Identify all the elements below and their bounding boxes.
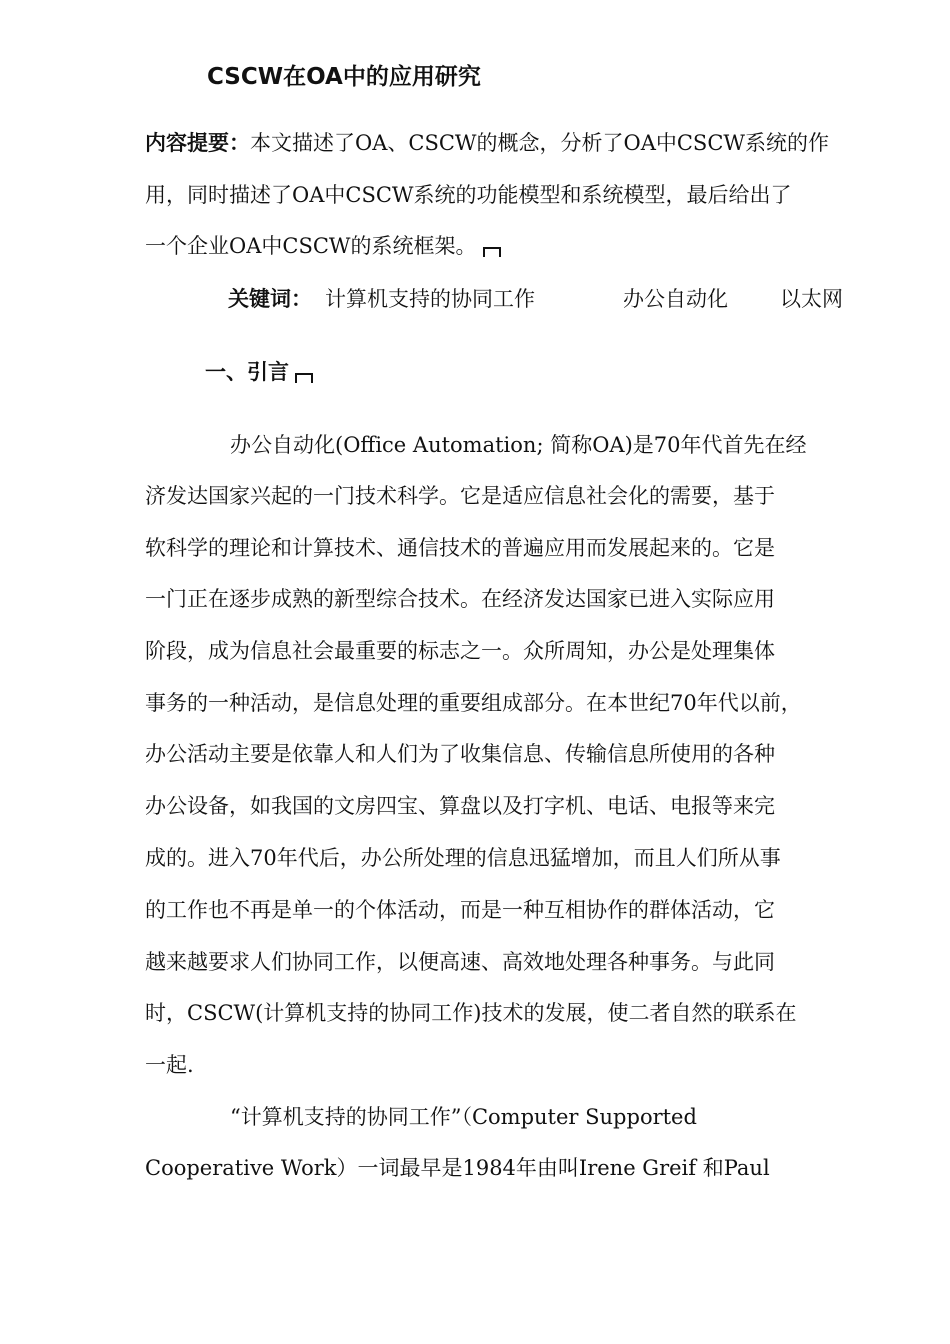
paragraph-line: 时，CSCW(计算机支持的协同工作)技术的发展，使二者自然的联系在 [145,1001,797,1025]
keyword-item: 计算机支持的协同工作 [325,287,535,311]
paragraph-line: Cooperative Work）一词最早是1984年由叫Irene Greif 和Paul [145,1156,770,1180]
paragraph-line: 软科学的理论和计算技术、通信技术的普遍应用而发展起来的。它是 [145,536,775,560]
paragraph-line: “计算机支持的协同工作”（Computer Supported [230,1105,697,1129]
paragraph-line: 事务的一种活动，是信息处理的重要组成部分。在本世纪70年代以前， [145,691,802,715]
paragraph-line: 的工作也不再是单一的个体活动，而是一种互相协作的群体活动，它 [145,898,775,922]
paragraph-line: 阶段，成为信息社会最重要的标志之一。众所周知，办公是处理集体 [145,639,775,663]
paragraph-line: 办公活动主要是依靠人和人们为了收集信息、传输信息所使用的各种 [145,742,775,766]
keyword-item: 以太网 [780,287,843,311]
paragraph-line: 济发达国家兴起的一门技术科学。它是适应信息社会化的需要，基于 [145,484,775,508]
paragraph-line: 办公设备，如我国的文房四宝、算盘以及打字机、电话、电报等来完 [145,794,775,818]
abstract-line: 用，同时描述了OA中CSCW系统的功能模型和系统模型，最后给出了 [145,183,792,207]
paragraph-line: 一起. [145,1053,194,1077]
section-heading: 一、引言 [205,357,313,387]
keyword-item: 办公自动化 [623,287,728,311]
paragraph-line: 成的。进入70年代后，办公所处理的信息迅猛增加，而且人们所从事 [145,846,781,870]
document-title: CSCW在OA中的应用研究 [207,64,481,90]
paragraph-line: 越来越要求人们协同工作，以便高速、高效地处理各种事务。与此同 [145,950,775,974]
abstract-line: 内容提要：本文描述了OA、CSCW的概念，分析了OA中CSCW系统的作 [145,131,829,155]
paragraph-line: 办公自动化(Office Automation; 简称OA)是70年代首先在经 [230,433,807,457]
keywords-label: 关键词： [228,287,312,311]
paragraph-mark-icon [295,373,313,383]
abstract-line: 一个企业OA中CSCW的系统框架。 [145,231,501,261]
paragraph-mark-icon [483,247,501,257]
paragraph-line: 一门正在逐步成熟的新型综合技术。在经济发达国家已进入实际应用 [145,587,775,611]
abstract-label: 内容提要： [145,131,250,155]
